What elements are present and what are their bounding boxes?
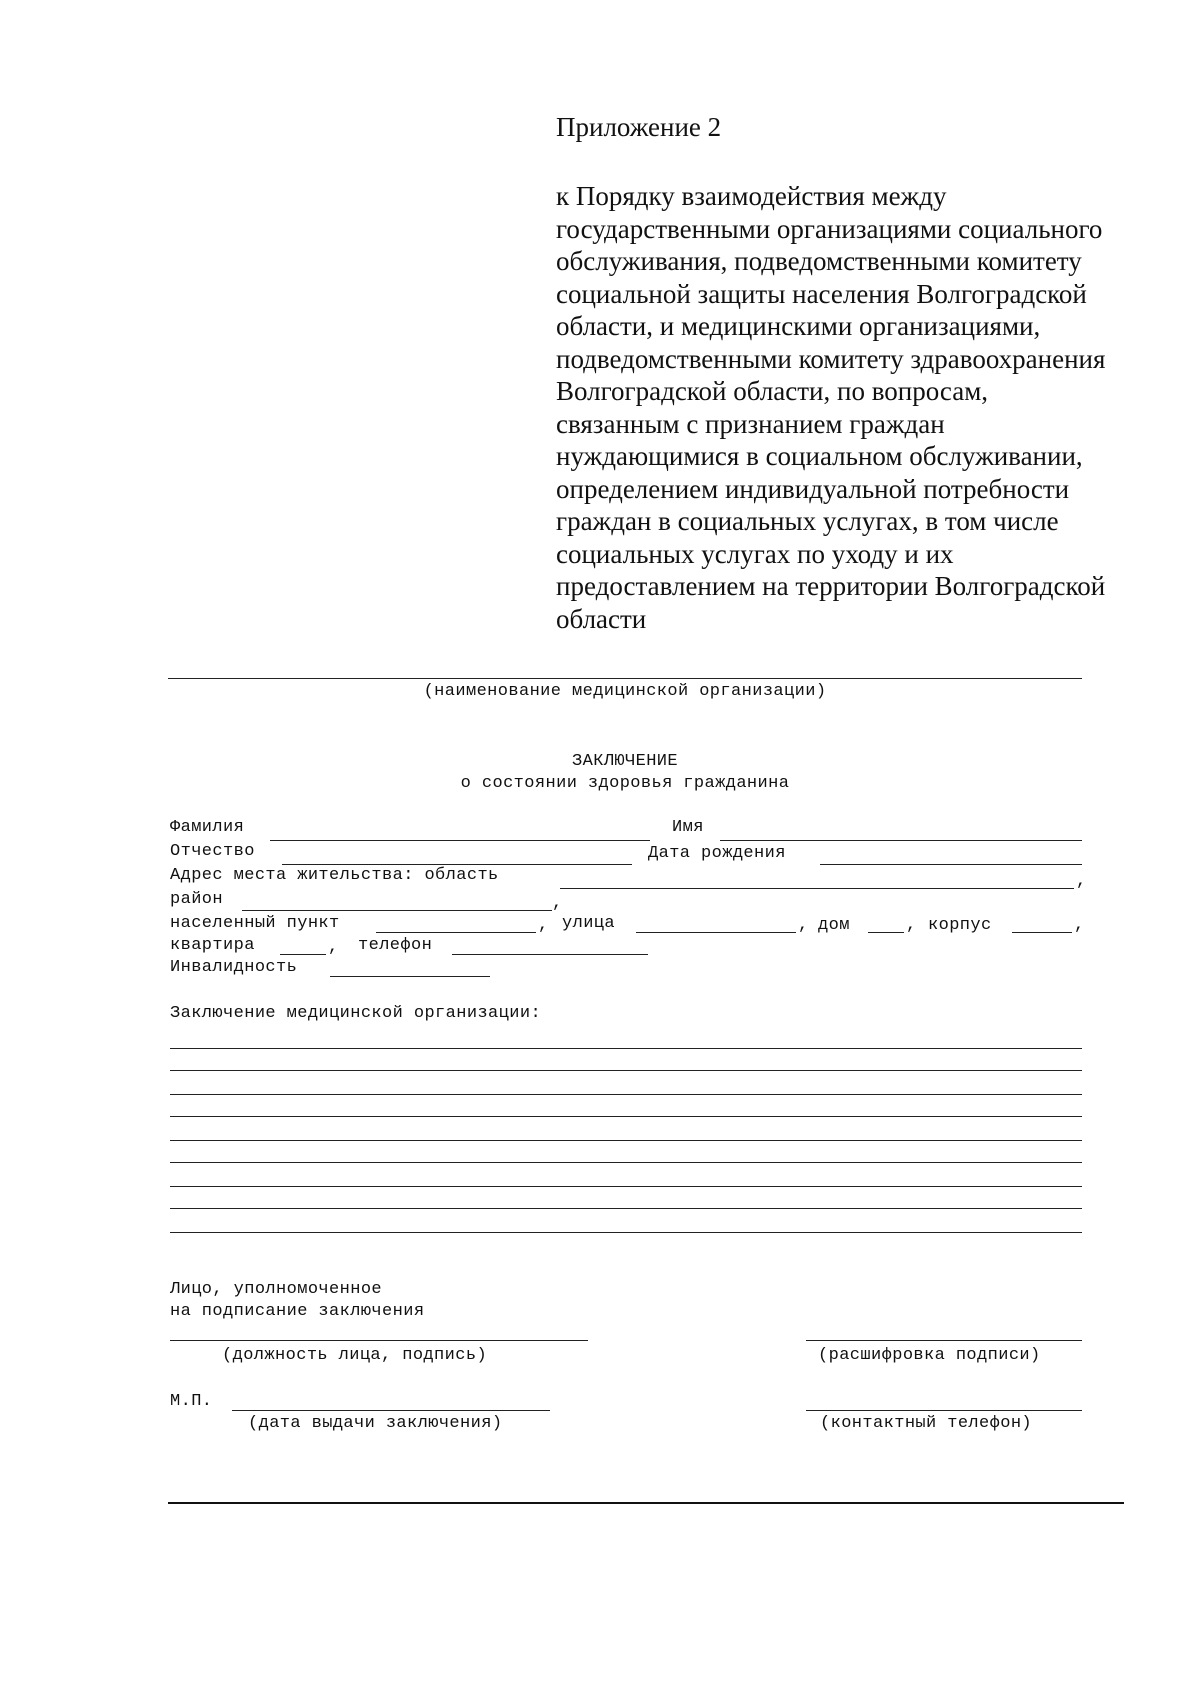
appendix-line: обслуживания, подведомственными комитету — [556, 246, 1082, 276]
surname-label: Фамилия — [170, 818, 245, 837]
org-name-caption: (наименование медицинской организации) — [423, 682, 827, 701]
org-name-line[interactable] — [168, 678, 1082, 679]
document-subtitle: о состоянии здоровья гражданина — [460, 774, 790, 793]
conclusion-line[interactable] — [170, 1232, 1082, 1233]
issue-date-caption: (дата выдачи заключения) — [248, 1414, 503, 1433]
contact-phone-field[interactable] — [806, 1410, 1082, 1411]
position-signature-field[interactable] — [170, 1340, 588, 1341]
address-region-field[interactable] — [560, 888, 1074, 889]
address-region-comma: , — [1076, 872, 1087, 891]
conclusion-line[interactable] — [170, 1186, 1082, 1187]
appendix-line: подведомственными комитету здравоохранения — [556, 343, 1106, 374]
disability-label: Инвалидность — [170, 958, 298, 977]
signature-decoding-field[interactable] — [806, 1340, 1082, 1341]
street-field[interactable] — [636, 932, 796, 933]
conclusion-line[interactable] — [170, 1116, 1082, 1117]
surname-field[interactable] — [270, 840, 650, 841]
stamp-label: М.П. — [170, 1392, 213, 1411]
conclusion-label: Заключение медицинской организации: — [170, 1004, 542, 1023]
apartment-field[interactable] — [280, 954, 326, 955]
appendix-line: граждан в социальных услугах, в том числе — [556, 506, 1059, 536]
name-field[interactable] — [720, 840, 1082, 841]
phone-field[interactable] — [452, 954, 648, 955]
street-comma: , — [798, 916, 809, 935]
building-label: корпус — [928, 916, 992, 935]
birth-date-field[interactable] — [820, 864, 1082, 865]
conclusion-line[interactable] — [170, 1048, 1082, 1049]
appendix-title: Приложение 2 — [556, 112, 722, 142]
appendix-line: нуждающимися в социальном обслуживании, — [556, 441, 1083, 471]
appendix-line: социальной защиты населения Волгоградской — [556, 278, 1087, 309]
phone-label: телефон — [358, 936, 433, 955]
apartment-label: квартира — [170, 936, 255, 955]
conclusion-line[interactable] — [170, 1162, 1082, 1163]
house-field[interactable] — [868, 932, 904, 933]
document-title: ЗАКЛЮЧЕНИЕ — [571, 752, 679, 771]
appendix-line: Волгоградской области, по вопросам, — [556, 376, 989, 406]
appendix-line: области, и медицинскими организациями, — [556, 311, 1041, 341]
name-label: Имя — [672, 818, 704, 837]
locality-comma: , — [538, 916, 549, 935]
signatory-label-line1: Лицо, уполномоченное — [170, 1280, 383, 1299]
appendix-line: предоставлением на территории Волгоградской — [556, 571, 1106, 601]
building-comma: , — [1074, 916, 1085, 935]
district-comma: , — [552, 894, 563, 913]
appendix-description — [556, 180, 1105, 635]
house-comma: , — [906, 916, 917, 935]
locality-field[interactable] — [376, 932, 536, 933]
conclusion-line[interactable] — [170, 1070, 1082, 1071]
appendix-line: государственными организациями социального — [556, 213, 1103, 244]
patronymic-field[interactable] — [282, 864, 632, 865]
building-field[interactable] — [1012, 932, 1072, 933]
locality-label: населенный пункт — [170, 914, 340, 933]
position-signature-caption: (должность лица, подпись) — [222, 1346, 488, 1365]
signatory-label-line2: на подписание заключения — [170, 1302, 425, 1321]
appendix-line: социальных услугах по уходу и их — [556, 538, 954, 569]
appendix-line: к Порядку взаимодействия между — [556, 181, 947, 211]
appendix-line: области — [556, 603, 647, 634]
patronymic-label: Отчество — [170, 842, 255, 861]
district-field[interactable] — [242, 910, 552, 911]
disability-field[interactable] — [330, 976, 490, 977]
appendix-line: связанным с признанием граждан — [556, 408, 945, 439]
issue-date-field[interactable] — [232, 1410, 550, 1411]
contact-phone-caption: (контактный телефон) — [820, 1414, 1033, 1433]
conclusion-line[interactable] — [170, 1094, 1082, 1095]
street-label: улица — [562, 914, 616, 933]
birth-date-label: Дата рождения — [648, 844, 786, 863]
bottom-separator — [168, 1502, 1124, 1504]
conclusion-line[interactable] — [170, 1208, 1082, 1209]
appendix-line: определением индивидуальной потребности — [556, 473, 1070, 504]
signature-decoding-caption: (расшифровка подписи) — [818, 1346, 1041, 1365]
conclusion-line[interactable] — [170, 1140, 1082, 1141]
district-label: район — [170, 890, 224, 909]
address-region-label: Адрес места жительства: область — [170, 866, 499, 885]
house-label: дом — [818, 916, 850, 935]
apartment-comma: , — [328, 938, 339, 957]
